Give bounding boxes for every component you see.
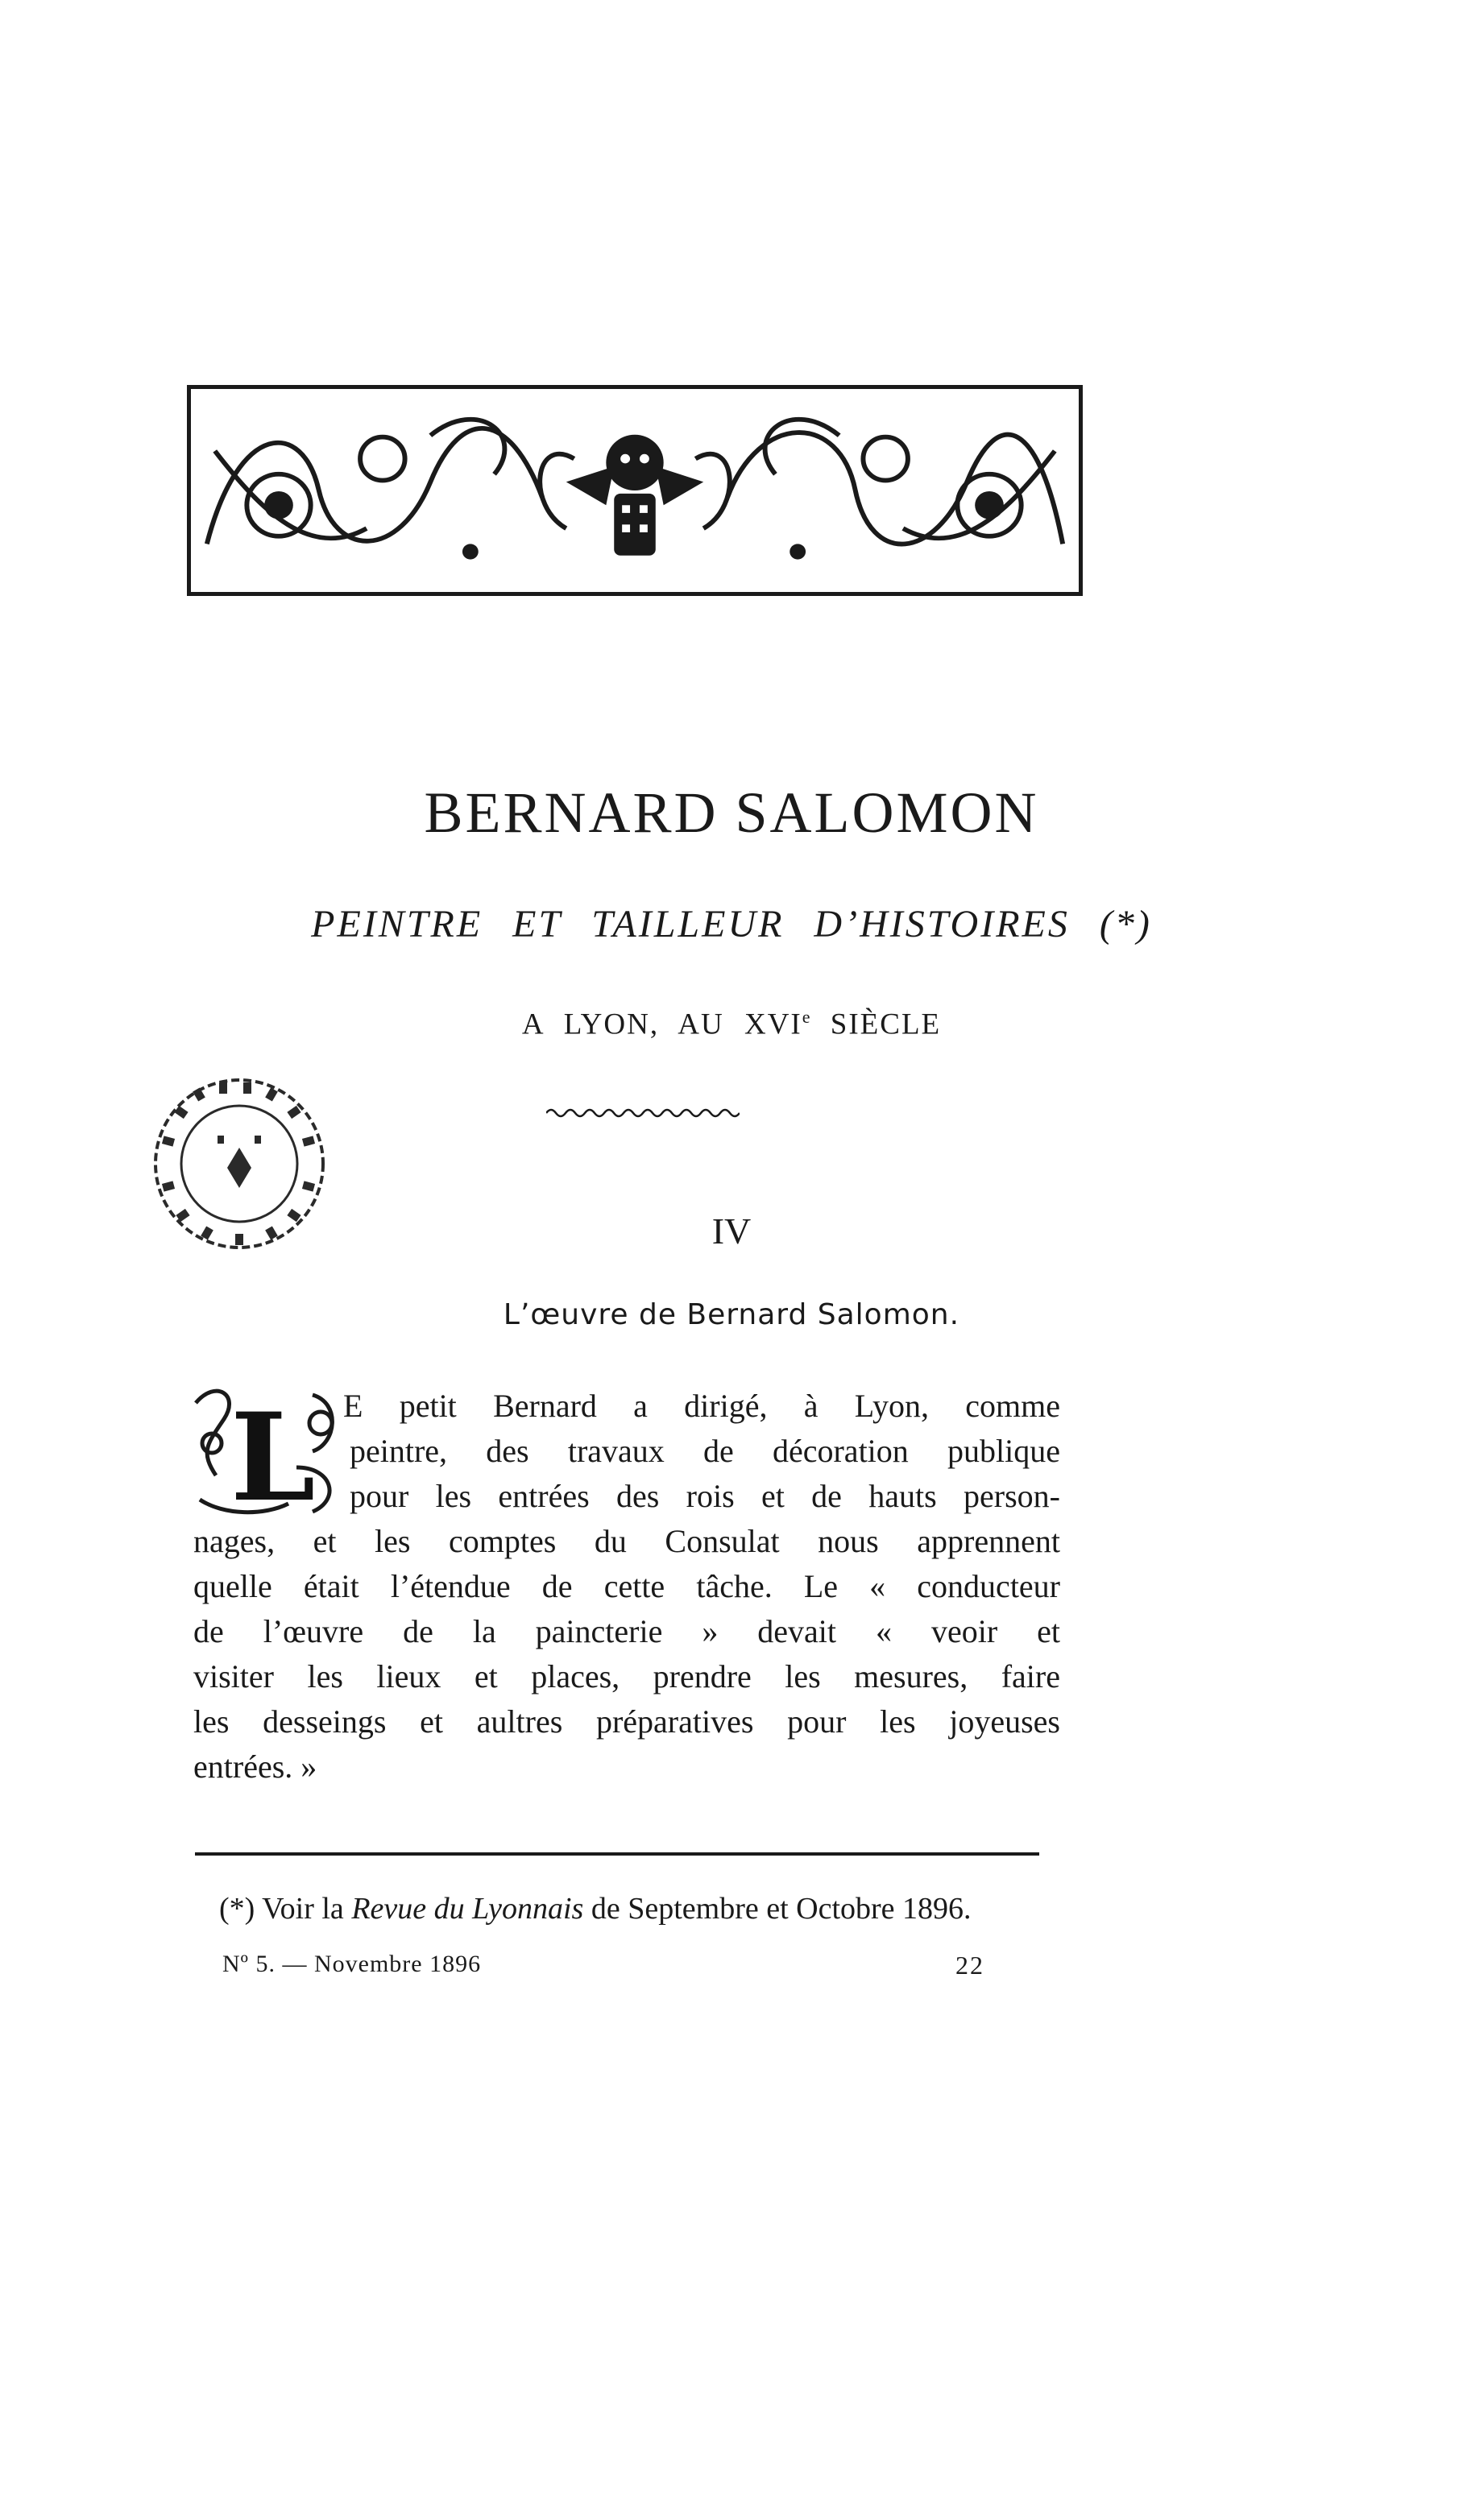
- ornamental-header-band: [187, 385, 1083, 596]
- place-and-century: [0, 1007, 1463, 1041]
- decorated-drop-cap: [192, 1379, 345, 1517]
- page-number: 22: [955, 1951, 984, 1980]
- article-subtitle: PEINTRE ET TAILLEUR D’HISTOIRES (*): [311, 903, 1152, 946]
- body-line-7: visiter les lieux et places, prendre les mesures, faire: [193, 1658, 1060, 1694]
- body-line-4: nages, et les comptes du Consulat nous apprennent: [193, 1523, 1060, 1559]
- issue-signature: Nº 5. — Novembre 1896: [222, 1951, 482, 1977]
- drop-cap-letter: L: [230, 1387, 316, 1517]
- article-title: BERNARD SALOMON: [424, 780, 1039, 845]
- footnote-rule: [195, 1852, 1039, 1856]
- section-title: L’œuvre de Bernard Salomon.: [503, 1298, 960, 1331]
- body-line-5: quelle était l’étendue de cette tâche. Le « conducteur: [193, 1568, 1060, 1604]
- place-end: SIÈCLE: [830, 1008, 942, 1041]
- place-superscript: e: [802, 1007, 810, 1027]
- place-main: A LYON, AU XVI: [521, 1008, 802, 1041]
- footnote-journal: Revue du Lyonnais: [351, 1892, 584, 1926]
- body-line-8: les desseings et aultres préparatives pour les joyeuses: [193, 1703, 1060, 1740]
- wavy-divider: [546, 1105, 740, 1121]
- body-line-9: entrées. »: [193, 1748, 317, 1785]
- body-line-1: E petit Bernard a dirigé, à Lyon, comme: [343, 1388, 1060, 1424]
- footnote: [219, 1891, 1025, 1926]
- body-line-2: peintre, des travaux de décoration publique: [350, 1433, 1060, 1469]
- footnote-marker: (*) Voir la: [219, 1892, 352, 1926]
- body-line-6: de l’œuvre de la paincterie » devait « veoir et: [193, 1613, 1060, 1649]
- footnote-rest: de Septembre et Octobre 1896.: [583, 1892, 972, 1926]
- section-number: IV: [711, 1210, 752, 1252]
- body-line-3: pour les entrées des rois et de hauts person-: [350, 1478, 1060, 1514]
